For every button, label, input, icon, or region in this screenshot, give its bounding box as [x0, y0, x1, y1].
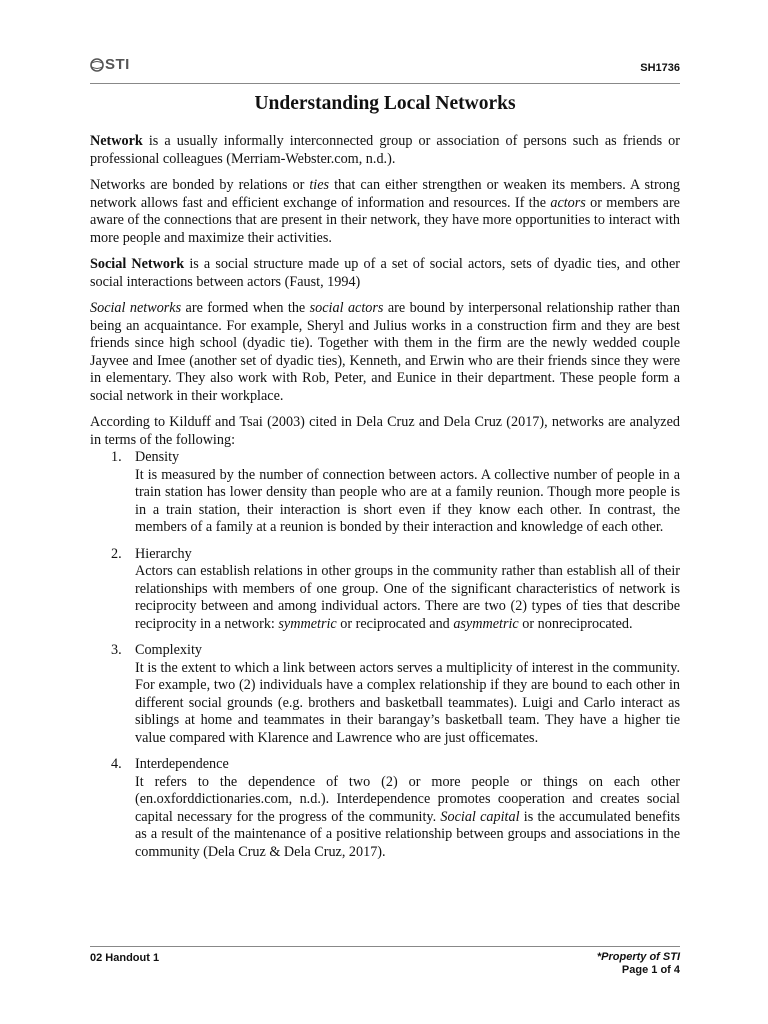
paragraph-intro-list: According to Kilduff and Tsai (2003) cited in Dela Cruz and Dela Cruz (2017), networks are analyzed in terms of the following:	[90, 414, 680, 448]
term-social-capital: Social capital	[440, 808, 520, 825]
header-divider	[90, 83, 680, 84]
paragraph-text: Networks are bonded by relations or	[90, 177, 310, 193]
term-ties: ties	[309, 177, 330, 193]
text-segment: or reciprocated and	[336, 615, 454, 632]
list-item-title: Density	[135, 449, 180, 465]
paragraph-text: are bound by interpersonal relationship rather than being an acquaintance. For example, Sheryl and Julius works in a construction firm and they are best friends since high school (dyadic tie). Together with them in the firm are the newly wedded couple Jayvee and Imee (another set of dyadic ties), Kenneth, and Erwin who are their friends since they were in elementary. They also work with Rob, Peter, and Eunice in their department. These people form a social network in their workplace.	[90, 300, 680, 404]
text-segment: is the accumulated benefits as a result of the maintenance of a positive relationship between groups and associations in the community (Dela Cruz & Dela Cruz, 2017).	[135, 808, 680, 860]
term-symmetric: symmetric	[278, 615, 337, 632]
list-number: 3.	[111, 642, 122, 658]
paragraph-network	[90, 133, 680, 168]
page-title: Understanding Local Networks	[254, 93, 516, 114]
page-footer-right	[597, 951, 680, 977]
paragraph-text: or members are aware of the connections that are present in their network, they have more opportunities to interact with more people and maximize their activities.	[90, 194, 680, 246]
list-item-title: Hierarchy	[135, 545, 192, 562]
list-item-density	[90, 449, 680, 537]
list-item-text: It is the extent to which a link between actors serves a multiplicity of interest in the community. For example, two (2) individuals have a complex relationship if they are bound to each other in different social grounds (e.g. brothers and basketball teammates). Luigi and Carlo interact as siblings at home and teammates in their barangay’s basketball team. They have a higher tie value compared with Klarence and Lawrence who are just officemates.	[135, 659, 680, 746]
term-actors: actors	[550, 194, 586, 211]
document-code: SH1736	[640, 62, 680, 74]
sti-logo	[90, 56, 130, 73]
text-segment: Actors can establish relations in other groups in the community rather than establish all of their relationships with members of one group. One of the significant characteristics of network is reciprocity between and among individual actors. There are two (2) types of ties that describe reciprocity in a network:	[135, 563, 680, 632]
page-header	[90, 56, 680, 84]
page-number: Page 1 of 4	[621, 964, 680, 976]
text-segment: or nonreciprocated.	[518, 615, 633, 632]
paragraph-text: are formed when the	[181, 300, 310, 316]
paragraph-text: that can either strengthen or weaken its members. A strong network allows fast and efficient exchange of information and resources. If the	[90, 177, 680, 211]
list-number: 4.	[111, 756, 122, 772]
list-item-text	[135, 774, 680, 862]
list-item-title: Complexity	[135, 642, 202, 658]
list-item-interdependence	[90, 756, 680, 861]
globe-icon	[90, 57, 104, 73]
text-segment: It refers to the dependence of two (2) or more people or things on each other (en.oxforddictionaries.com, n.d.). Interdependence promotes cooperation and creates social capital necessary for the progress of the community.	[135, 773, 680, 825]
logo-text: STI	[105, 56, 130, 73]
term-network: Network	[90, 133, 143, 149]
list-item-hierarchy	[90, 546, 680, 634]
paragraph-ties	[90, 177, 680, 247]
handout-label: 02 Handout 1	[90, 952, 160, 964]
paragraph-text: is a usually informally interconnected group or association of persons such as friends or professional colleagues (Merriam-Webster.com, n.d.).	[90, 133, 680, 167]
list-item-title: Interdependence	[135, 756, 229, 772]
list-item-text: It is measured by the number of connection between actors. A collective number of people in a train station has lower density than people who are at a family reunion. Though more people is in a train station, their interaction is short even if they know each other. In contrast, the members of a family at a reunion is bonded by their interaction and knowledge of each other.	[135, 466, 680, 535]
term-social-networks: Social networks	[90, 300, 182, 316]
footer-divider	[90, 946, 680, 947]
list-number: 2.	[111, 545, 122, 562]
document-body	[90, 133, 680, 870]
paragraph-social-network	[90, 256, 680, 291]
list-item-complexity	[90, 642, 680, 747]
paragraph-social-networks-example	[90, 300, 680, 405]
property-notice: *Property of STI	[596, 951, 680, 963]
list-number: 1.	[111, 449, 122, 465]
network-aspects-list	[90, 449, 680, 861]
paragraph-text: is a social structure made up of a set of social actors, sets of dyadic ties, and other social interactions between actors (Faust, 1994)	[90, 256, 680, 290]
term-social-network: Social Network	[90, 256, 185, 272]
list-item-text	[135, 563, 680, 633]
term-asymmetric: asymmetric	[453, 615, 519, 632]
term-social-actors: social actors	[309, 300, 384, 316]
